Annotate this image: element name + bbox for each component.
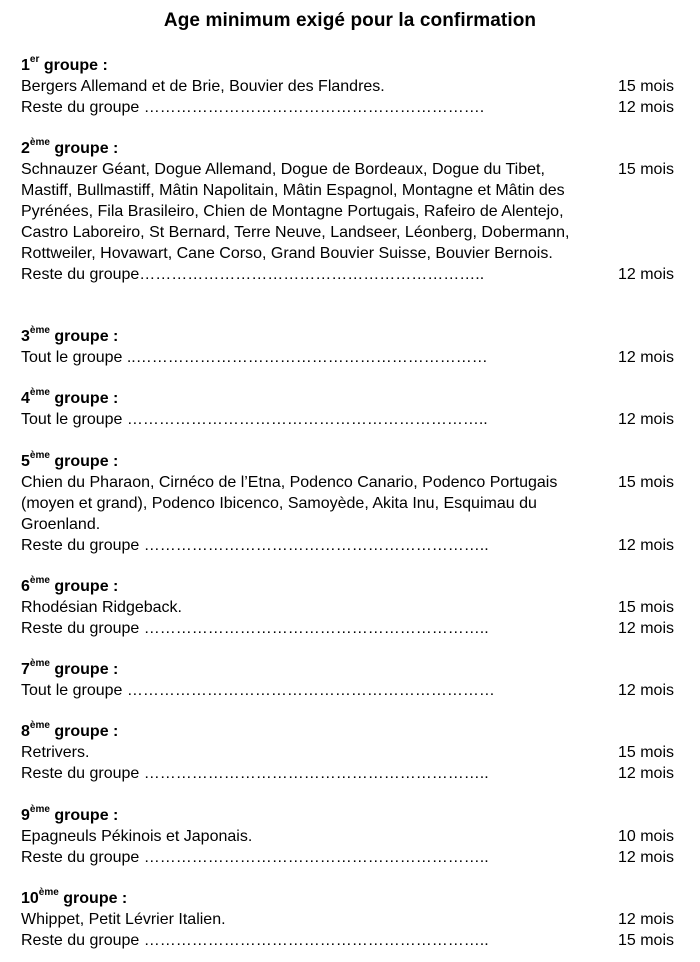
group-label: groupe : bbox=[63, 890, 128, 907]
breed-list: Epagneuls Pékinois et Japonais. bbox=[21, 828, 253, 845]
age-value: 10 mois bbox=[617, 828, 674, 845]
group-heading bbox=[21, 326, 681, 347]
list-item bbox=[21, 409, 681, 430]
group-ordinal: ème bbox=[29, 449, 50, 461]
group-heading bbox=[21, 451, 681, 472]
group-ordinal: er bbox=[29, 53, 40, 65]
rest-of-group: Reste du groupe ……………………………………………………….. bbox=[21, 849, 489, 866]
group-label: groupe : bbox=[54, 723, 119, 740]
group-heading bbox=[21, 805, 681, 826]
group-label: groupe : bbox=[43, 57, 108, 74]
group-number: 6 bbox=[21, 578, 30, 595]
group-label: groupe : bbox=[54, 807, 119, 824]
list-item bbox=[21, 159, 681, 264]
group-ordinal: ème bbox=[29, 386, 50, 398]
group-10 bbox=[21, 888, 681, 951]
group-ordinal: ème bbox=[29, 136, 50, 148]
list-item bbox=[21, 847, 681, 868]
group-number: 8 bbox=[21, 723, 30, 740]
group-heading bbox=[21, 659, 681, 680]
rest-of-group: Reste du groupe ……………………………………………………….. bbox=[21, 765, 489, 782]
list-item bbox=[21, 826, 681, 847]
group-9 bbox=[21, 805, 681, 868]
group-ordinal: ème bbox=[29, 324, 50, 336]
age-value: 12 mois bbox=[617, 537, 674, 554]
breed-list: Retrivers. bbox=[21, 744, 90, 761]
age-value: 15 mois bbox=[617, 78, 674, 95]
rest-of-group: Reste du groupe ………………………………………………………. bbox=[21, 99, 485, 116]
age-value: 15 mois bbox=[617, 474, 674, 491]
rest-of-group: Reste du groupe ……………………………………………………….. bbox=[21, 537, 489, 554]
list-item bbox=[21, 742, 681, 763]
page-title: Age minimum exigé pour la confirmation bbox=[163, 10, 537, 31]
rest-of-group: Reste du groupe ……………………………………………………….. bbox=[21, 620, 489, 637]
group-label: groupe : bbox=[54, 140, 119, 157]
group-ordinal: ème bbox=[29, 803, 50, 815]
group-number: 1 bbox=[21, 57, 30, 74]
group-number: 3 bbox=[21, 328, 30, 345]
list-item bbox=[21, 909, 681, 930]
list-item bbox=[21, 535, 681, 556]
group-ordinal: ème bbox=[29, 719, 50, 731]
group-heading bbox=[21, 55, 681, 76]
age-value: 15 mois bbox=[617, 932, 674, 949]
breed-list: Schnauzer Géant, Dogue Allemand, Dogue de Bordeaux, Dogue du Tibet, Mastiff, Bullmastiff, Mâtin Napolitain, Mâtin Espagnol, Montagne et Mâtin des Pyrénées, Fila Brasileiro, Chien de Montagne Portugais, Rafeiro de Alentejo, Castro Laboreiro, St Bernard, Terre Neuve, Landseer, Léonberg, Dobermann, Rottweiler, Hovawart, Cane Corso, Grand Bouvier Suisse, Bouvier Bernois. bbox=[21, 161, 570, 262]
group-number: 5 bbox=[21, 453, 30, 470]
list-item bbox=[21, 763, 681, 784]
group-1 bbox=[21, 55, 681, 118]
group-number: 4 bbox=[21, 390, 30, 407]
list-item bbox=[21, 618, 681, 639]
list-item bbox=[21, 97, 681, 118]
group-label: groupe : bbox=[54, 453, 119, 470]
group-number: 2 bbox=[21, 140, 30, 157]
group-ordinal: ème bbox=[29, 574, 50, 586]
age-value: 12 mois bbox=[617, 849, 674, 866]
group-number: 9 bbox=[21, 807, 30, 824]
rest-of-group: Reste du groupe……………………………………………………….. bbox=[21, 266, 485, 283]
group-2 bbox=[21, 138, 681, 285]
group-4 bbox=[21, 388, 681, 430]
group-8 bbox=[21, 721, 681, 784]
group-heading bbox=[21, 888, 681, 909]
group-heading bbox=[21, 388, 681, 409]
group-label: groupe : bbox=[54, 328, 119, 345]
group-heading bbox=[21, 721, 681, 742]
group-number: 7 bbox=[21, 661, 30, 678]
group-ordinal: ème bbox=[38, 886, 59, 898]
list-item bbox=[21, 347, 681, 368]
group-heading bbox=[21, 138, 681, 159]
group-ordinal: ème bbox=[29, 657, 50, 669]
age-value: 15 mois bbox=[617, 599, 674, 616]
group-3 bbox=[21, 326, 681, 368]
group-number: 10 bbox=[21, 890, 39, 907]
breed-list: Whippet, Petit Lévrier Italien. bbox=[21, 911, 226, 928]
breed-list: Rhodésian Ridgeback. bbox=[21, 599, 182, 616]
breed-list: Chien du Pharaon, Cirnéco de l’Etna, Podenco Canario, Podenco Portugais (moyen et grand), Podenco Ibicenco, Samoyède, Akita Inu, Esquimau du Groenland. bbox=[21, 474, 558, 533]
list-item bbox=[21, 76, 681, 97]
whole-group: Tout le groupe ………………………………………………………….. bbox=[21, 411, 488, 428]
age-value: 12 mois bbox=[617, 765, 674, 782]
age-value: 15 mois bbox=[617, 161, 674, 178]
group-label: groupe : bbox=[54, 661, 119, 678]
age-value: 12 mois bbox=[617, 99, 674, 116]
group-heading bbox=[21, 576, 681, 597]
group-5 bbox=[21, 451, 681, 556]
age-value: 15 mois bbox=[617, 744, 674, 761]
age-value: 12 mois bbox=[617, 266, 674, 283]
age-value: 12 mois bbox=[617, 349, 674, 366]
group-7 bbox=[21, 659, 681, 701]
list-item bbox=[21, 264, 681, 285]
breed-list: Bergers Allemand et de Brie, Bouvier des Flandres. bbox=[21, 78, 385, 95]
age-value: 12 mois bbox=[617, 620, 674, 637]
rest-of-group: Reste du groupe ……………………………………………………….. bbox=[21, 932, 489, 949]
whole-group: Tout le groupe …………………………………………………………… bbox=[21, 682, 495, 699]
list-item bbox=[21, 472, 681, 535]
group-6 bbox=[21, 576, 681, 639]
list-item bbox=[21, 930, 681, 951]
age-value: 12 mois bbox=[617, 411, 674, 428]
list-item bbox=[21, 597, 681, 618]
whole-group: Tout le groupe ..………………………………………………………… bbox=[21, 349, 488, 366]
list-item bbox=[21, 680, 681, 701]
age-value: 12 mois bbox=[617, 911, 674, 928]
group-label: groupe : bbox=[54, 578, 119, 595]
age-value: 12 mois bbox=[617, 682, 674, 699]
group-label: groupe : bbox=[54, 390, 119, 407]
